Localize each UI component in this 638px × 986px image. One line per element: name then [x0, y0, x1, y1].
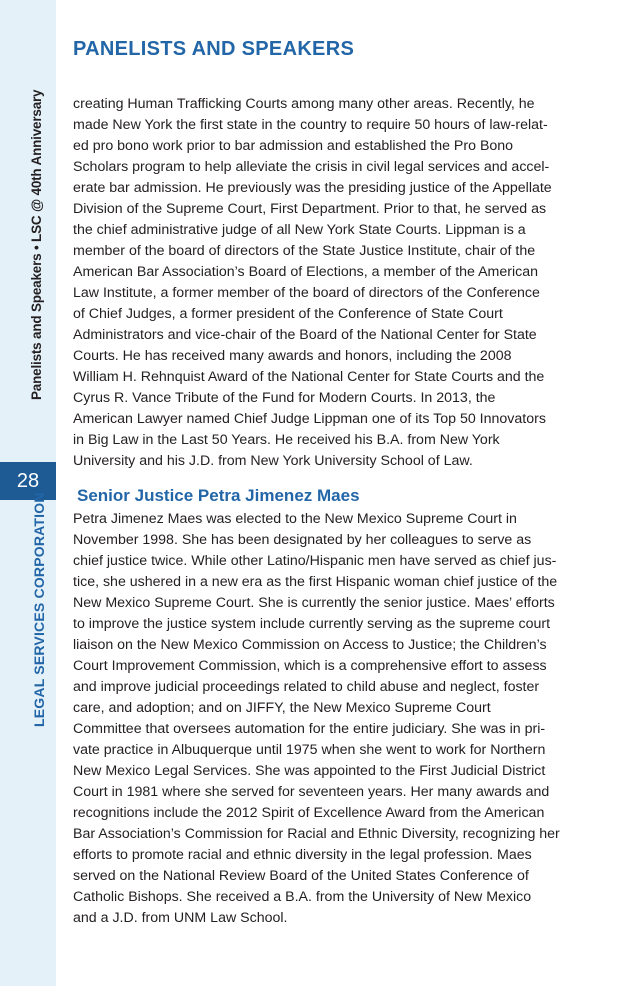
- text-line: Cyrus R. Vance Tribute of the Fund for Modern Courts. In 2013, the: [73, 390, 496, 406]
- text-line: November 1998. She has been designated by her colleagues to serve as: [73, 532, 532, 548]
- text-line: erate bar admission. He previously was the presiding justice of the Appellate: [73, 180, 552, 196]
- sidebar: [0, 0, 56, 986]
- text-line: of Chief Judges, a former president of the Conference of State Court: [73, 306, 503, 322]
- running-head: Panelists and Speakers • LSC @ 40th Anniversary: [29, 89, 44, 400]
- text-line: Law Institute, a former member of the board of directors of the Conference: [73, 285, 540, 301]
- text-line: Courts. He has received many awards and honors, including the 2008: [73, 348, 512, 364]
- text-line: Committee that oversees automation for the entire judiciary. She was in pri-: [73, 721, 546, 737]
- text-line: and a J.D. from UNM Law School.: [73, 910, 288, 926]
- page-title: PANELISTS AND SPEAKERS: [73, 38, 355, 60]
- text-line: Bar Association’s Commission for Racial and Ethnic Diversity, recognizing her: [73, 826, 560, 842]
- text-line: the chief administrative judge of all New York State Courts. Lippman is a: [73, 222, 526, 238]
- text-line: ed pro bono work prior to bar admission and established the Pro Bono: [73, 138, 514, 154]
- page-number: 28: [16, 470, 40, 492]
- speaker-heading: Senior Justice Petra Jimenez Maes: [77, 486, 360, 505]
- text-line: Petra Jimenez Maes was elected to the New Mexico Supreme Court in: [73, 511, 517, 527]
- page-number-box: [0, 462, 56, 500]
- text-line: to improve the justice system include currently serving as the supreme court: [73, 616, 551, 632]
- text-line: and improve judicial proceedings related to child abuse and neglect, foster: [73, 679, 540, 695]
- text-line: served on the National Review Board of the United States Conference of: [73, 868, 529, 884]
- biography-paragraph-lippman: [73, 94, 552, 472]
- text-line: chief justice twice. While other Latino/Hispanic men have served as chief jus-: [73, 553, 557, 569]
- text-line: Court Improvement Commission, which is a comprehensive effort to assess: [73, 658, 547, 674]
- text-line: recognitions include the 2012 Spirit of Excellence Award from the American: [73, 805, 545, 821]
- text-line: efforts to promote racial and ethnic diversity in the legal profession. Maes: [73, 847, 532, 863]
- text-line: Scholars program to help alleviate the crisis in civil legal services and accel-: [73, 159, 550, 175]
- text-line: William H. Rehnquist Award of the National Center for State Courts and the: [73, 369, 545, 385]
- text-line: University and his J.D. from New York University School of Law.: [73, 453, 473, 469]
- text-line: American Bar Association’s Board of Elections, a member of the American: [73, 264, 538, 280]
- text-line: creating Human Trafficking Courts among many other areas. Recently, he: [73, 96, 535, 112]
- text-line: tice, she ushered in a new era as the first Hispanic woman chief justice of the: [73, 574, 558, 590]
- text-line: vate practice in Albuquerque until 1975 when she went to work for Northern: [73, 742, 546, 758]
- text-line: Court in 1981 where she served for seventeen years. Her many awards and: [73, 784, 550, 800]
- text-line: Division of the Supreme Court, First Department. Prior to that, he served as: [73, 201, 547, 217]
- organization-name: LEGAL SERVICES CORPORATION: [31, 492, 47, 727]
- biography-paragraph-maes: [73, 509, 560, 929]
- text-line: Administrators and vice-chair of the Board of the National Center for State: [73, 327, 537, 343]
- text-line: New Mexico Supreme Court. She is currently the senior justice. Maes’ efforts: [73, 595, 555, 611]
- text-line: made New York the first state in the country to require 50 hours of law-relat-: [73, 117, 548, 133]
- text-line: in Big Law in the Last 50 Years. He received his B.A. from New York: [73, 432, 500, 448]
- text-line: care, and adoption; and on JIFFY, the New Mexico Supreme Court: [73, 700, 491, 716]
- text-line: Catholic Bishops. She received a B.A. from the University of New Mexico: [73, 889, 532, 905]
- text-line: New Mexico Legal Services. She was appointed to the First Judicial District: [73, 763, 546, 779]
- text-line: member of the board of directors of the State Justice Institute, chair of the: [73, 243, 536, 259]
- text-line: liaison on the New Mexico Commission on Access to Justice; the Children’s: [73, 637, 547, 653]
- text-line: American Lawyer named Chief Judge Lippman one of its Top 50 Innovators: [73, 411, 546, 427]
